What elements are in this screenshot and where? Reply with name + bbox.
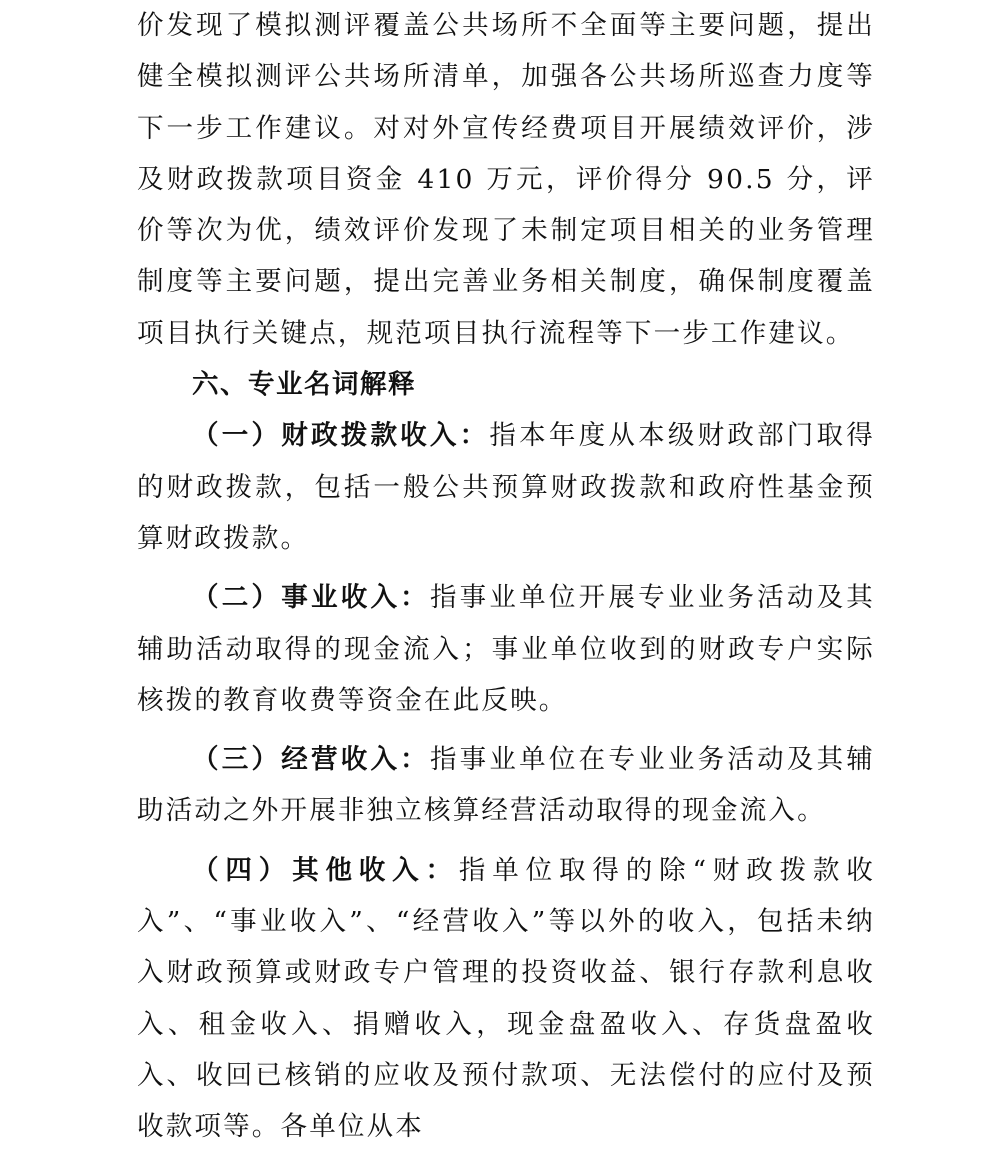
- term-title-4: （四）其他收入：: [192, 854, 459, 886]
- document-page: [137, 0, 875, 1153]
- term-title-3: （三）经营收入：: [192, 744, 430, 776]
- term-title-2: （二）事业收入：: [192, 582, 430, 614]
- term-definition-4: 指单位取得的除“财政拨款收入”、“事业收入”、“经营收入”等以外的收入，包括未纳入财政预算或财政专户管理的投资收益、银行存款利息收入、租金收入、捐赠收入，现金盘盈收入、存货盘盈收入、收回已核销的应收及预付款项、无法偿付的应付及预收款项等。各单位从本: [137, 854, 875, 1143]
- section-heading: 六、专业名词解释: [192, 369, 416, 401]
- term-definition-3: 指事业单位在专业业务活动及其辅助活动之外开展非独立核算经营活动取得的现金流入。: [137, 744, 876, 827]
- term-paragraph-4: [137, 845, 875, 1153]
- term-paragraph-1: [137, 410, 875, 564]
- term-paragraph-3: [137, 734, 875, 837]
- term-definition-1: 指本年度从本级财政部门取得的财政拨款，包括一般公共预算财政拨款和政府性基金预算财政拨款。: [137, 420, 875, 554]
- term-paragraph-2: [137, 572, 875, 726]
- term-definition-2: 指事业单位开展专业业务活动及其辅助活动取得的现金流入；事业单位收到的财政专户实际核拨的教育收费等资金在此反映。: [137, 582, 876, 716]
- term-title-1: （一）财政拨款收入：: [192, 420, 490, 452]
- body-paragraph-performance: 价发现了模拟测评覆盖公共场所不全面等主要问题，提出健全模拟测评公共场所清单，加强各公共场所巡查力度等下一步工作建议。对对外宣传经费项目开展绩效评价，涉及财政拨款项目资金 410 万元，评价得分 90.5 分，评价等次为优，绩效评价发现了未制定项目相关的业务管理制度等主要问题，提出完善业务相关制度，确保制度覆盖项目执行关键点，规范项目执行流程等下一步工作建议。: [137, 10, 875, 349]
